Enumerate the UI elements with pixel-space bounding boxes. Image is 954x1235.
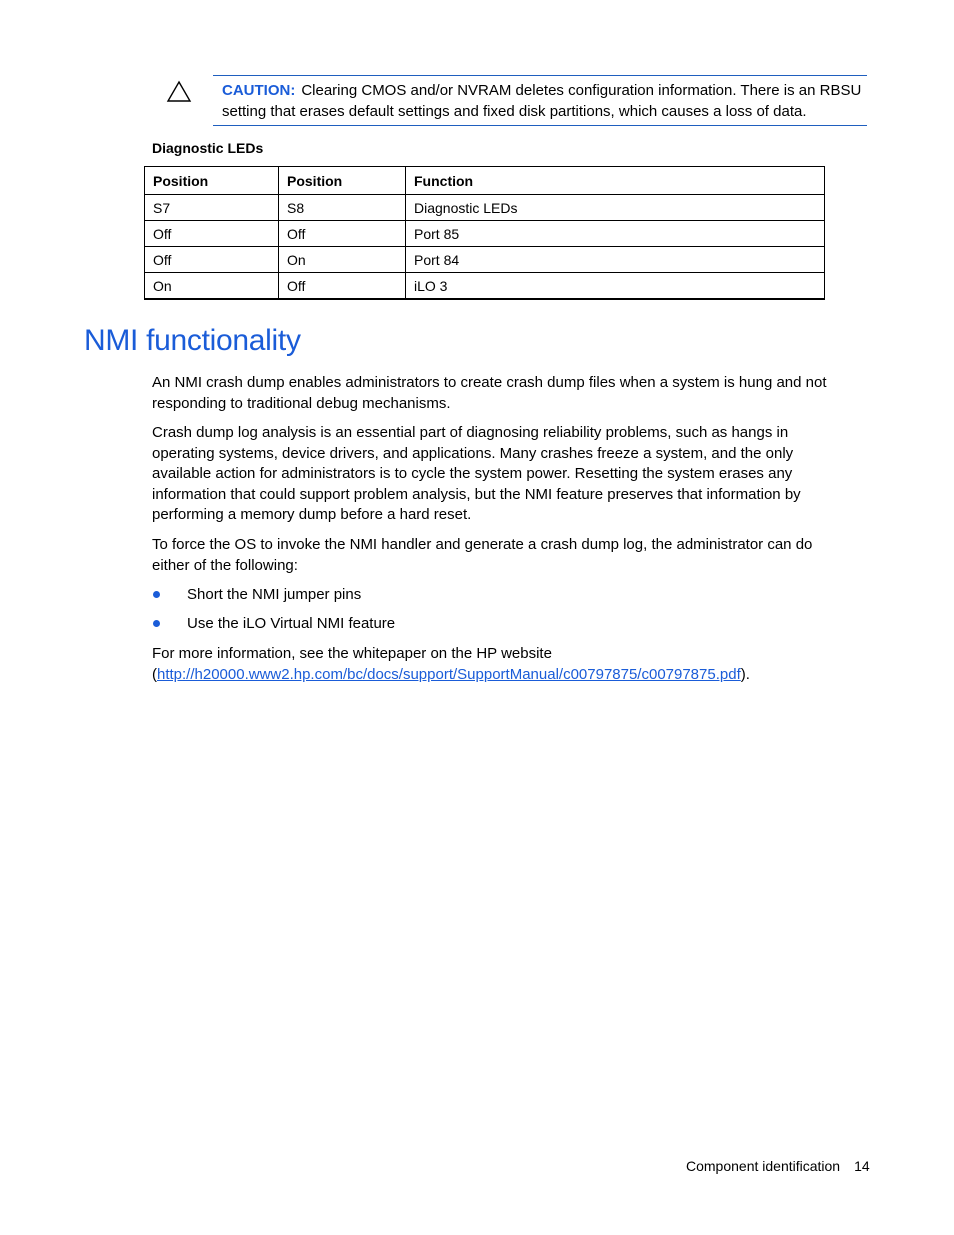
caution-notice: [213, 75, 867, 126]
table-row: [145, 247, 825, 273]
table-cell: Port 85: [406, 221, 825, 247]
caution-text: Clearing CMOS and/or NVRAM deletes configuration information. There is an RBSU setting that erases default settings and fixed disk partitions, which causes a loss of data.: [222, 82, 862, 120]
table-row: [145, 273, 825, 300]
page-footer: [686, 1158, 870, 1174]
paragraph: To force the OS to invoke the NMI handler and generate a crash dump log, the administrator can do either of the following:: [152, 536, 813, 574]
paragraph: Crash dump log analysis is an essential part of diagnosing reliability problems, such as hangs in operating systems, device drivers, and applications. Many crashes freeze a system, and the only available action for administrators is to cycle the system power. Resetting the system erases any information that could support problem analysis, but the NMI feature preserves that information by performing a memory dump before a hard reset.: [152, 424, 801, 523]
column-header: Function: [406, 167, 825, 195]
list-item-text: Use the iLO Virtual NMI feature: [187, 615, 396, 632]
column-header: Position: [145, 167, 279, 195]
table-cell: Off: [279, 273, 406, 300]
table-cell: Off: [279, 221, 406, 247]
open-paren: (: [152, 665, 157, 683]
bullet-dot-icon: [153, 620, 160, 627]
table-header-row: [145, 167, 825, 195]
table-cell: S7: [145, 195, 279, 221]
bullet-dot-icon: [153, 591, 160, 598]
whitepaper-link[interactable]: http://h20000.www2.hp.com/bc/docs/support/SupportManual/c00797875/c00797875.pdf: [157, 665, 741, 683]
table-cell: On: [279, 247, 406, 273]
table-cell: S8: [279, 195, 406, 221]
table-cell: iLO 3: [406, 273, 825, 300]
close-paren: ).: [740, 665, 750, 683]
table-title: Diagnostic LEDs: [152, 140, 264, 156]
footer-section-name: Component identification: [686, 1158, 841, 1174]
caution-label: CAUTION:: [222, 82, 296, 99]
table-row: [145, 195, 825, 221]
more-info-paragraph: [152, 644, 852, 685]
page-number: 14: [854, 1158, 870, 1174]
column-header: Position: [279, 167, 406, 195]
list-item-text: Short the NMI jumper pins: [187, 586, 362, 603]
paragraph: An NMI crash dump enables administrators to create crash dump files when a system is hung and not responding to traditional debug mechanisms.: [152, 374, 827, 412]
table-row: [145, 221, 825, 247]
warning-triangle-icon: [166, 80, 192, 104]
section-heading: NMI functionality: [84, 324, 301, 357]
table-cell: Off: [145, 247, 279, 273]
table-cell: Off: [145, 221, 279, 247]
table-cell: Port 84: [406, 247, 825, 273]
table-cell: On: [145, 273, 279, 300]
more-info-text: For more information, see the whitepaper on the HP website: [152, 645, 552, 662]
table-cell: Diagnostic LEDs: [406, 195, 825, 221]
diagnostic-leds-table: [144, 166, 825, 300]
